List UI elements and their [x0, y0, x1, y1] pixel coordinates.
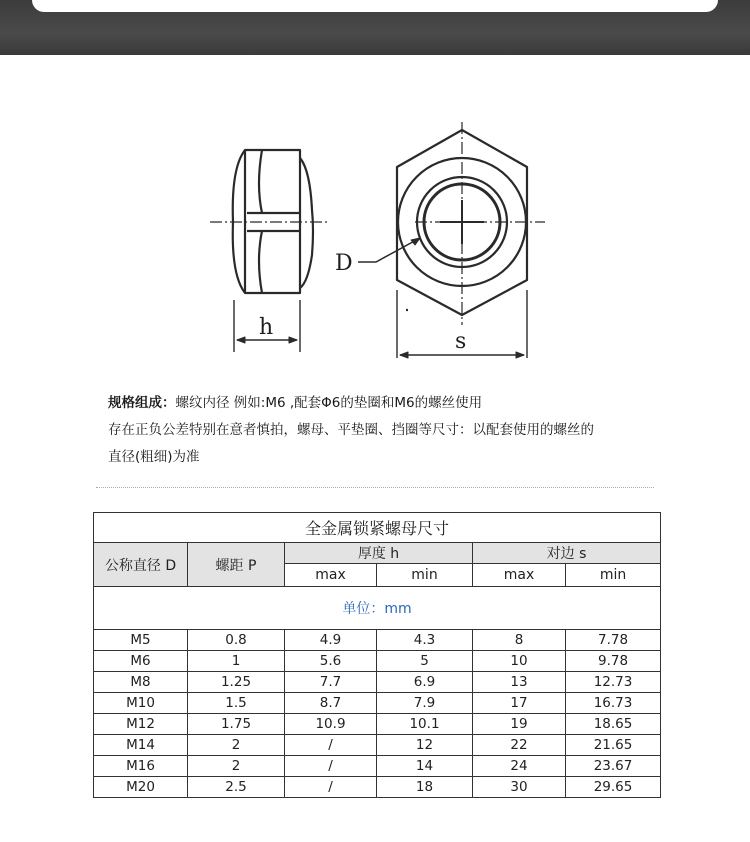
dim-label-h: h [259, 315, 274, 340]
cell-s-max: 13 [473, 672, 566, 693]
table-row [94, 630, 661, 651]
header-diameter: 公称直径 D [94, 543, 188, 587]
cell-h-min: 18 [377, 777, 473, 798]
spec-line-3: 直径(粗细)为准 [108, 449, 200, 465]
dim-label-d: D [335, 251, 353, 276]
cell-p: 1.75 [188, 714, 285, 735]
nut-front-view [358, 130, 527, 358]
cell-h-min: 14 [377, 756, 473, 777]
header-thickness: 厚度 h [285, 543, 473, 564]
cell-d: M8 [94, 672, 188, 693]
top-banner-card-edge [32, 0, 718, 12]
table-body [94, 630, 661, 798]
cell-s-min: 16.73 [566, 693, 661, 714]
cell-s-max: 24 [473, 756, 566, 777]
cell-p: 0.8 [188, 630, 285, 651]
cell-d: M5 [94, 630, 188, 651]
table-row [94, 714, 661, 735]
nut-technical-drawing [0, 110, 750, 370]
cell-s-min: 23.67 [566, 756, 661, 777]
spec-line-1-text: 螺纹内径 例如:M6 ,配套Φ6的垫圈和M6的螺丝使用 [175, 395, 483, 411]
header-thickness-max: max [285, 564, 377, 587]
dim-label-s: s [455, 329, 467, 354]
cell-d: M16 [94, 756, 188, 777]
cell-p: 1.5 [188, 693, 285, 714]
cell-p: 2 [188, 756, 285, 777]
cell-s-min: 12.73 [566, 672, 661, 693]
cell-h-min: 4.3 [377, 630, 473, 651]
cell-s-max: 30 [473, 777, 566, 798]
nut-size-table [93, 512, 661, 798]
cell-h-max: / [285, 735, 377, 756]
cell-d: M12 [94, 714, 188, 735]
table-row [94, 672, 661, 693]
cell-s-max: 10 [473, 651, 566, 672]
cell-h-max: 8.7 [285, 693, 377, 714]
cell-s-max: 22 [473, 735, 566, 756]
cell-s-min: 21.65 [566, 735, 661, 756]
cell-p: 1 [188, 651, 285, 672]
cell-p: 2 [188, 735, 285, 756]
cell-h-max: 7.7 [285, 672, 377, 693]
cell-h-max: 5.6 [285, 651, 377, 672]
table-row [94, 651, 661, 672]
cell-s-max: 8 [473, 630, 566, 651]
cell-s-min: 18.65 [566, 714, 661, 735]
header-across-max: max [473, 564, 566, 587]
cell-h-min: 5 [377, 651, 473, 672]
unit-label: 单位：mm [94, 587, 661, 630]
cell-p: 2.5 [188, 777, 285, 798]
cell-h-max: / [285, 756, 377, 777]
spec-heading: 规格组成： [108, 395, 176, 411]
spec-description [108, 390, 688, 471]
cell-h-max: / [285, 777, 377, 798]
cell-s-max: 17 [473, 693, 566, 714]
table-row [94, 735, 661, 756]
header-pitch: 螺距 P [188, 543, 285, 587]
cell-h-min: 7.9 [377, 693, 473, 714]
cell-d: M20 [94, 777, 188, 798]
top-banner-band [0, 0, 750, 55]
table-row [94, 777, 661, 798]
cell-s-min: 29.65 [566, 777, 661, 798]
cell-s-min: 9.78 [566, 651, 661, 672]
cell-p: 1.25 [188, 672, 285, 693]
spec-line-1 [108, 390, 688, 417]
table-row [94, 693, 661, 714]
table-row [94, 756, 661, 777]
cell-h-min: 12 [377, 735, 473, 756]
cell-d: M6 [94, 651, 188, 672]
cell-s-min: 7.78 [566, 630, 661, 651]
header-across-flats: 对边 s [473, 543, 661, 564]
table-title: 全金属锁紧螺母尺寸 [94, 513, 661, 543]
dotted-divider [96, 487, 654, 488]
cell-s-max: 19 [473, 714, 566, 735]
cell-h-min: 6.9 [377, 672, 473, 693]
spec-line-2: 存在正负公差特别在意者慎拍，螺母、平垫圈、挡圈等尺寸：以配套使用的螺丝的 [108, 422, 594, 438]
cell-h-min: 10.1 [377, 714, 473, 735]
header-thickness-min: min [377, 564, 473, 587]
cell-h-max: 4.9 [285, 630, 377, 651]
cell-d: M14 [94, 735, 188, 756]
cell-h-max: 10.9 [285, 714, 377, 735]
cell-d: M10 [94, 693, 188, 714]
header-across-min: min [566, 564, 661, 587]
